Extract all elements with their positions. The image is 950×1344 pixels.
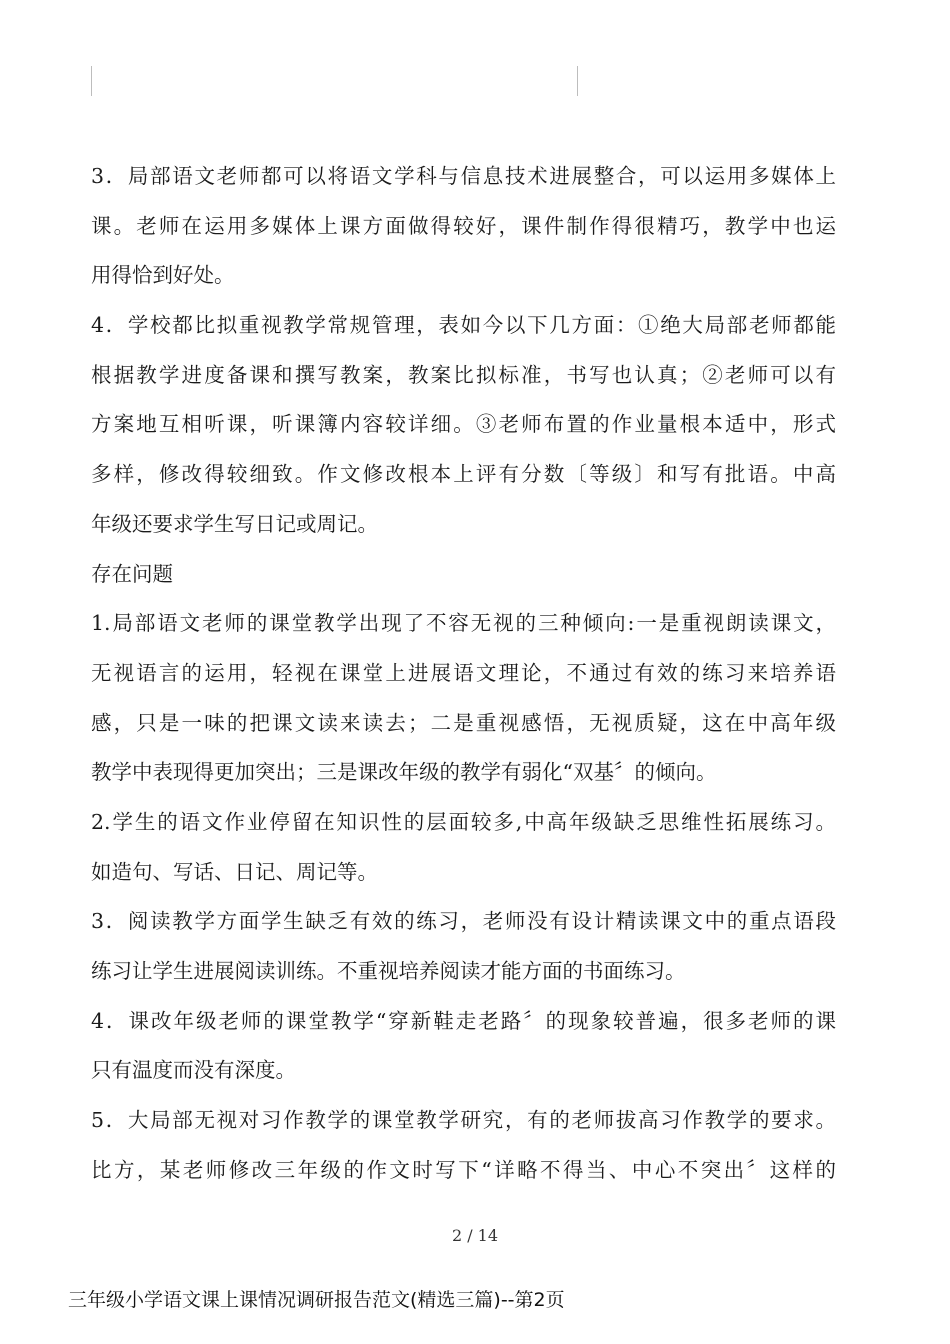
text-line: 教学中表现得更加突出；三是课改年级的教学有弱化“双基〞的倾向。 <box>91 760 717 785</box>
text-line: 练习让学生进展阅读训练。不重视培养阅读才能方面的书面练习。 <box>91 959 686 983</box>
text-line: 如造句、写话、日记、周记等。 <box>91 859 378 884</box>
text-line: 只有温度而没有深度。 <box>91 1058 296 1083</box>
text-line: 3．局部语文老师都可以将语文学科与信息技术进展整合，可以运用多媒体上 <box>91 164 836 188</box>
page-number: 2 / 14 <box>451 1226 499 1245</box>
text-line: 4．学校都比拟重视教学常规管理，表如今以下几方面：①绝大局部老师都能 <box>91 313 836 338</box>
text-line: 无视语言的运用，轻视在课堂上进展语文理论，不通过有效的练习来培养语 <box>91 660 836 685</box>
text-line: 方案地互相听课，听课簿内容较详细。③老师布置的作业量根本适中，形式 <box>91 412 836 437</box>
text-line: 2.学生的语文作业停留在知识性的层面较多,中高年级缺乏思维性拓展练习。 <box>91 809 836 834</box>
text-line: 1.局部语文老师的课堂教学出现了不容无视的三种倾向:一是重视朗读课文， <box>91 611 836 636</box>
text-line: 用得恰到好处。 <box>91 263 235 288</box>
text-line: 课。老师在运用多媒体上课方面做得较好，课件制作得很精巧，教学中也运 <box>91 213 836 238</box>
text-line: 5．大局部无视对习作教学的课堂教学研究，有的老师拔高习作教学的要求。 <box>91 1108 836 1133</box>
text-line: 4．课改年级老师的课堂教学“穿新鞋走老路〞的现象较普遍，很多老师的课 <box>91 1008 836 1033</box>
crop-mark-right <box>577 66 578 96</box>
footer-title: 三年级小学语文课上课情况调研报告范文(精选三篇)--第2页 <box>68 1289 565 1311</box>
section-heading: 存在问题 <box>91 561 173 586</box>
text-line: 感，只是一味的把课文读来读去；二是重视感悟，无视质疑，这在中高年级 <box>91 710 836 735</box>
text-line: 年级还要求学生写日记或周记。 <box>91 511 378 536</box>
text-line: 多样，修改得较细致。作文修改根本上评有分数〔等级〕和写有批语。中高 <box>91 462 836 487</box>
text-line: 3．阅读教学方面学生缺乏有效的练习，老师没有设计精读课文中的重点语段 <box>91 909 836 934</box>
document-body <box>91 152 836 1195</box>
text-line: 比方，某老师修改三年级的作文时写下“详略不得当、中心不突出〞这样的 <box>91 1157 836 1182</box>
crop-mark-left <box>91 66 92 96</box>
text-line: 根据教学进度备课和撰写教案，教案比拟标准，书写也认真；②老师可以有 <box>91 362 836 387</box>
